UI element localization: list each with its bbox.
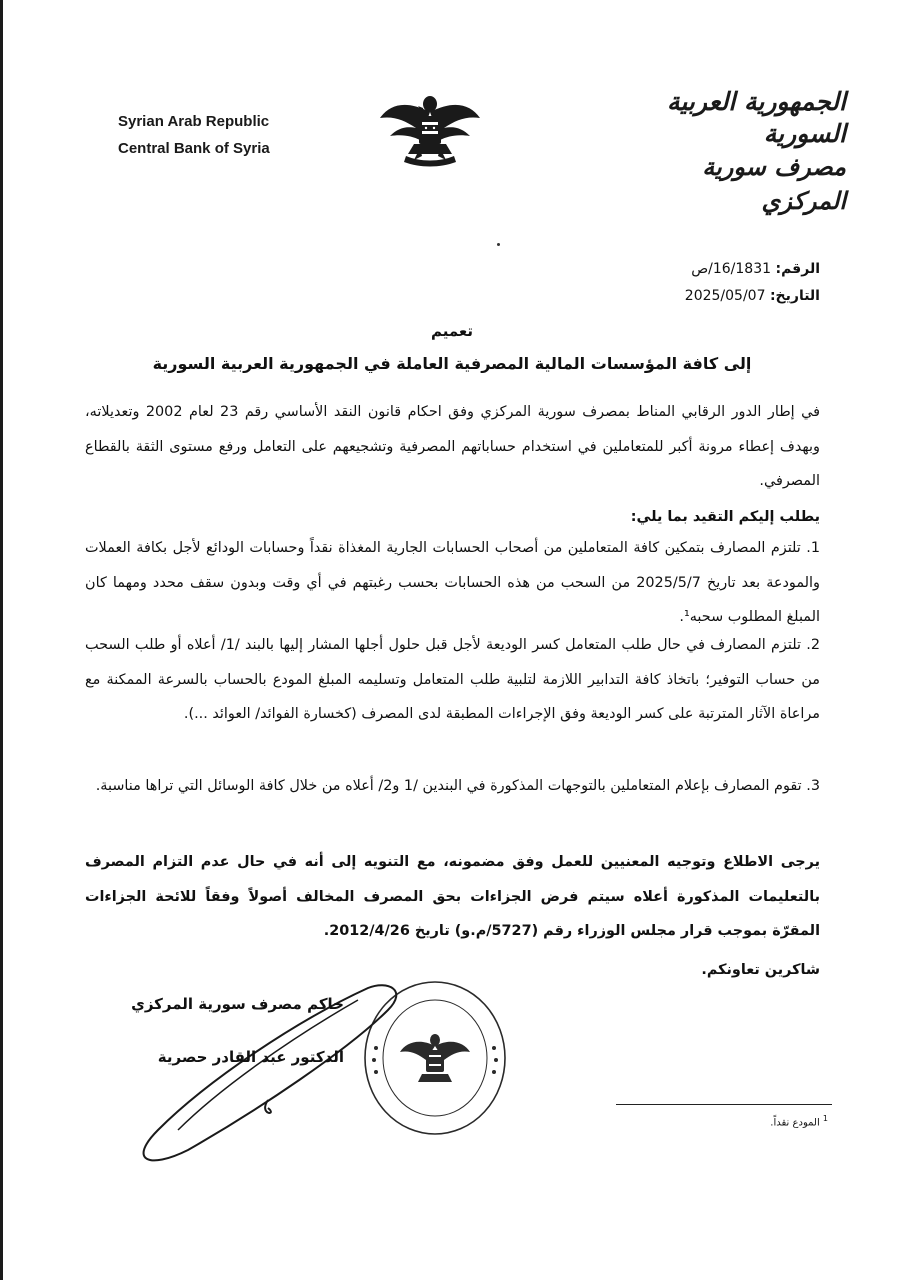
request-line: يطلب إليكم التقيد بما يلي: [630, 509, 820, 525]
scan-dot [497, 243, 500, 246]
reference-date-line [685, 283, 820, 310]
reference-date-label: التاريخ: [769, 288, 820, 304]
arabic-letterhead [616, 86, 846, 218]
intro-paragraph: في إطار الدور الرقابي المناط بمصرف سورية المركزي وفق احكام قانون النقد الأساسي رقم 23 لعام 2002 وتعديلاته، وبهدف إعطاء مرونة أكبر للمتعاملين في استخدام حساباتهم المصرفية وتشجيعهم على التعامل ورفع مستوى الثقة بالقطاع المصرفي. [85, 404, 820, 489]
signatory-title: حاكم مصرف سورية المركزي [131, 995, 344, 1013]
circular-title: تعميم [430, 322, 474, 340]
footnote-divider [616, 1104, 832, 1105]
arabic-bank-name: مصرف سورية المركزي [702, 153, 846, 215]
footnote [770, 1114, 828, 1128]
item-3-paragraph: 3. تقوم المصارف بإعلام المتعاملين بالتوجهات المذكورة في البندين /1 و2/ أعلاه من خلال كافة الوسائل التي تراها مناسبة. [95, 778, 820, 794]
signatory-name: الدكتور عبد القادر حصرية [157, 1048, 344, 1066]
closing-paragraph: يرجى الاطلاع وتوجيه المعنيين للعمل وفق مضمونه، مع التنويه إلى أنه في حال عدم التزام المصرف بالتعليمات المذكورة أعلاه سيتم فرض الجزاءات بحق المصرف المخالف أصولاً وفقاً للائحة الجزاءات المقرّة بموجب قرار مجلس الوزراء رقم (5727/م.و) تاريخ 2012/4/26. [85, 854, 820, 939]
reference-block [685, 256, 820, 310]
reference-date-value: 2025/05/07 [684, 288, 766, 304]
reference-number-value: 16/1831/ص [691, 261, 772, 277]
circular-recipients: إلى كافة المؤسسات المالية المصرفية العاملة في الجمهورية العربية السورية [152, 354, 752, 373]
reference-number-line [685, 256, 820, 283]
eagle-emblem-icon [376, 92, 484, 172]
item-1-paragraph: 1. تلتزم المصارف بتمكين كافة المتعاملين من أصحاب الحسابات الجارية المغذاة نقداً وحسابات الودائع لأجل بكافة العملات والمودعة بعد تاريخ 2025/5/7 من السحب من هذه الحسابات بحسب رغبتهم في أي وقت وبدون سقف محدد ومهما كان المبلغ المطلوب سحبه¹. [85, 540, 821, 625]
english-letterhead [118, 108, 270, 162]
thanks-line: شاكرين تعاونكم. [701, 962, 820, 978]
english-bank-name: Central Bank of Syria [118, 140, 270, 157]
reference-number-label: الرقم: [775, 261, 820, 277]
footnote-marker: 1 [822, 1114, 828, 1123]
arabic-country: الجمهورية العربية السورية [666, 87, 846, 148]
footnote-text: المودع نقداً. [770, 1117, 820, 1129]
item-2-paragraph: 2. تلتزم المصارف في حال طلب المتعامل كسر الوديعة لأجل قبل حلول أجلها المشار إليها بالبند /1/ أعلاه أو طلب السحب من حساب التوفير؛ باتخاذ كافة التدابير اللازمة لتلبية طلب المتعامل وتسليمه المبلغ المودع بالحساب بالسرعة الممكنة مع مراعاة الآثار المترتبة على كسر الوديعة وفق الإجراءات المطبقة لدى المصرف (كخسارة الفوائد/ العوائد ...). [85, 637, 820, 722]
scan-edge [0, 0, 3, 1280]
english-country: Syrian Arab Republic [118, 113, 270, 130]
